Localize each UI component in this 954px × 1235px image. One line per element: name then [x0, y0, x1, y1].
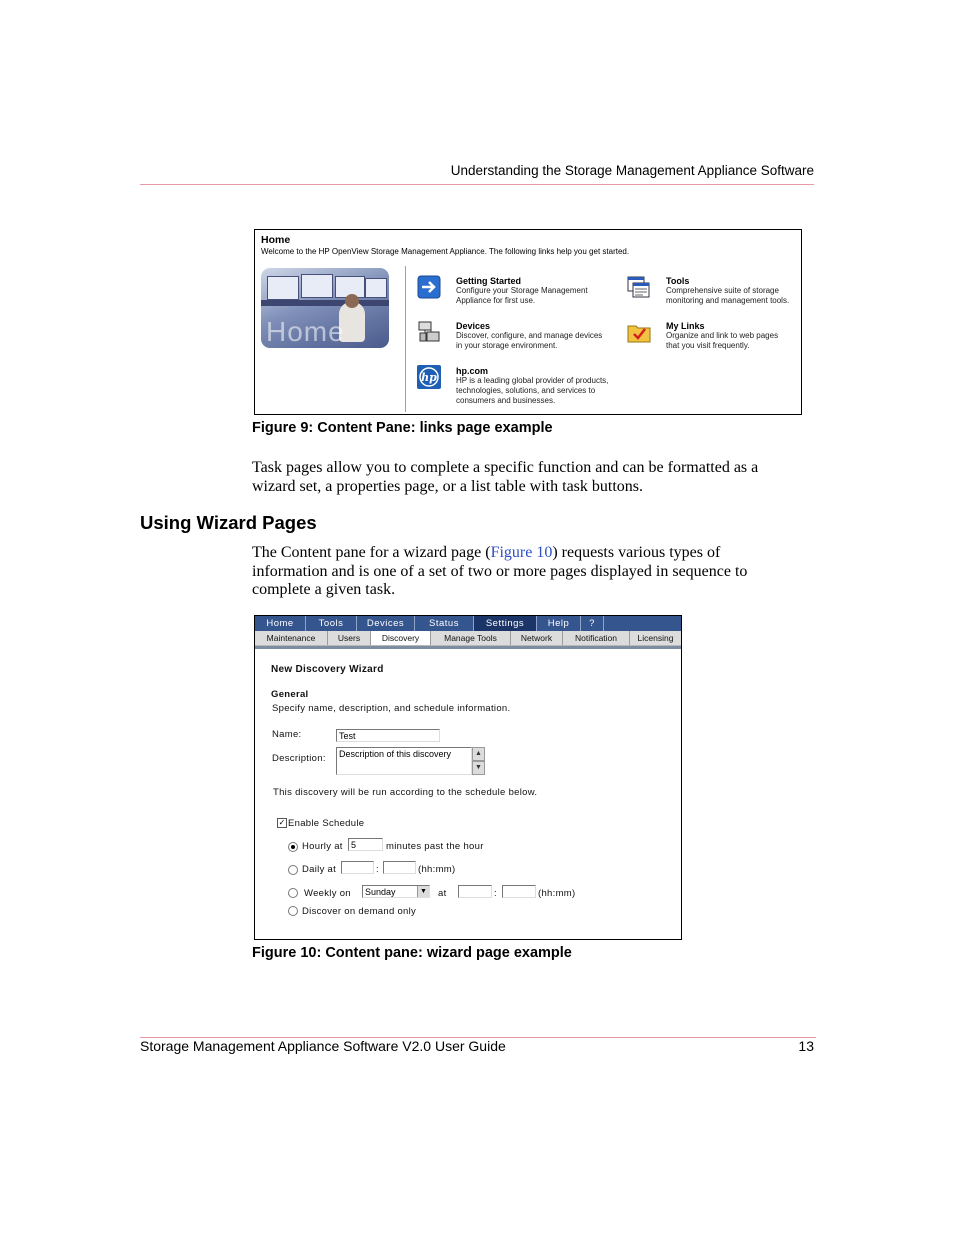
link-desc	[456, 376, 608, 406]
at-label: at	[438, 888, 447, 899]
body-line: information and is one of a set of two or more pages displayed in sequence to	[252, 562, 748, 580]
pane-title: Home	[261, 234, 291, 246]
scroll-down-icon[interactable]: ▼	[472, 761, 485, 775]
weekly-label: Weekly on	[304, 888, 351, 899]
desc-line: technologies, solutions, and services to	[456, 386, 596, 395]
text-run: The Content pane for a wizard page (	[252, 544, 491, 561]
body-line: Task pages allow you to complete a specific function and can be formatted as a	[252, 459, 759, 476]
body-paragraph	[252, 544, 747, 600]
subtab-notification[interactable]: Notification	[563, 631, 630, 645]
hourly-label: Hourly at	[302, 841, 343, 852]
enable-schedule-label: Enable Schedule	[288, 818, 365, 829]
svg-text:hp: hp	[421, 371, 437, 384]
link-desc	[666, 331, 778, 351]
folder-check-icon[interactable]	[627, 320, 651, 344]
figure-10-wizard-page	[254, 615, 682, 940]
weekly-radio[interactable]	[288, 888, 298, 898]
subtab-manage-tools[interactable]: Manage Tools	[431, 631, 511, 645]
sub-nav-bar	[255, 631, 681, 646]
hourly-radio[interactable]	[288, 842, 298, 852]
chevron-down-icon[interactable]: ▼	[417, 886, 429, 897]
schedule-note: This discovery will be run according to the schedule below.	[273, 787, 538, 798]
body-line	[252, 544, 747, 563]
daily-minute-input[interactable]	[383, 861, 416, 874]
arrow-icon[interactable]	[417, 275, 441, 299]
desc-line: consumers and businesses.	[456, 396, 556, 405]
tab-tools[interactable]: Tools	[306, 616, 357, 631]
scroll-up-icon[interactable]: ▲	[472, 747, 485, 761]
link-hp-com[interactable]: hp.com	[456, 366, 489, 376]
desc-line: in your storage environment.	[456, 341, 558, 350]
desc-line: monitoring and management tools.	[666, 296, 790, 305]
daily-hour-input[interactable]	[341, 861, 374, 874]
subtab-maintenance[interactable]: Maintenance	[255, 631, 328, 645]
tab-status[interactable]: Status	[415, 616, 474, 631]
description-label: Description:	[272, 753, 326, 764]
on-demand-label: Discover on demand only	[302, 906, 417, 917]
figure-10-link[interactable]: Figure 10	[490, 544, 553, 561]
link-tools[interactable]: Tools	[666, 276, 690, 286]
subtab-licensing[interactable]: Licensing	[637, 633, 674, 643]
time-format: (hh:mm)	[418, 864, 456, 875]
desc-line: Organize and link to web pages	[666, 331, 779, 340]
hourly-minutes-input[interactable]: 5	[348, 838, 383, 851]
section-title: General	[271, 689, 309, 700]
name-label: Name:	[272, 729, 302, 740]
name-input[interactable]: Test	[336, 729, 440, 742]
daily-radio[interactable]	[288, 865, 298, 875]
link-my-links[interactable]: My Links	[666, 321, 705, 331]
link-getting-started[interactable]: Getting Started	[456, 276, 522, 286]
hourly-suffix: minutes past the hour	[386, 841, 484, 852]
pane-intro: Welcome to the HP OpenView Storage Management Appliance. The following links help you get started.	[261, 247, 630, 256]
home-photo-caption: Home	[266, 316, 345, 347]
subtab-users[interactable]: Users	[328, 631, 371, 645]
desc-line: HP is a leading global provider of products,	[456, 376, 609, 385]
body-line: wizard set, a properties page, or a list table with task buttons.	[252, 477, 644, 495]
page-number: 13	[798, 1038, 814, 1054]
link-devices[interactable]: Devices	[456, 321, 491, 331]
wizard-title: New Discovery Wizard	[271, 664, 384, 675]
desc-line: Comprehensive suite of storage	[666, 286, 779, 295]
section-heading: Using Wizard Pages	[140, 512, 317, 533]
running-header: Understanding the Storage Management Appliance Software	[450, 163, 814, 178]
section-desc: Specify name, description, and schedule information.	[272, 703, 511, 714]
link-desc	[666, 286, 789, 306]
weekly-hour-input[interactable]	[458, 885, 492, 898]
weekday-value: Sunday	[365, 887, 396, 897]
desc-line: that you visit frequently.	[666, 341, 750, 350]
hp-logo-icon[interactable]	[417, 365, 441, 389]
desc-line: Appliance for first use.	[456, 296, 536, 305]
tools-icon[interactable]	[627, 275, 651, 299]
footer-title: Storage Management Appliance Software V2.0 User Guide	[140, 1038, 506, 1054]
tab-help[interactable]: Help	[537, 616, 581, 631]
weekly-minute-input[interactable]	[502, 885, 536, 898]
on-demand-radio[interactable]	[288, 906, 298, 916]
home-photo	[261, 268, 389, 348]
subtab-discovery[interactable]: Discovery	[371, 631, 431, 645]
top-nav-bar	[255, 616, 681, 631]
link-desc	[456, 331, 602, 351]
time-format: (hh:mm)	[538, 888, 576, 899]
tab-devices[interactable]: Devices	[357, 616, 415, 631]
desc-line: Discover, configure, and manage devices	[456, 331, 603, 340]
desc-line: Configure your Storage Management	[456, 286, 588, 295]
figure-10-caption: Figure 10: Content pane: wizard page example	[252, 945, 572, 961]
daily-label: Daily at	[302, 864, 337, 875]
weekday-select[interactable]	[362, 885, 430, 898]
link-desc	[456, 286, 588, 306]
body-paragraph	[252, 459, 758, 496]
body-line: complete a given task.	[252, 581, 396, 598]
tab-question[interactable]: ?	[581, 616, 604, 631]
tab-settings[interactable]: Settings	[474, 616, 537, 631]
time-colon: :	[376, 864, 379, 875]
time-colon: :	[494, 888, 497, 899]
text-run: ) requests various types of	[552, 544, 721, 561]
figure-9-links-page	[254, 229, 802, 415]
tab-home[interactable]: Home	[255, 616, 306, 631]
header-rule	[140, 184, 814, 185]
nav-shadow	[255, 646, 681, 649]
description-textarea[interactable]: Description of this discovery	[336, 747, 472, 775]
pane-divider	[405, 266, 406, 412]
enable-schedule-checkbox[interactable]: ✓	[278, 818, 286, 827]
devices-icon[interactable]	[417, 320, 441, 344]
subtab-network[interactable]: Network	[511, 631, 563, 645]
figure-9-caption: Figure 9: Content Pane: links page example	[252, 420, 553, 436]
